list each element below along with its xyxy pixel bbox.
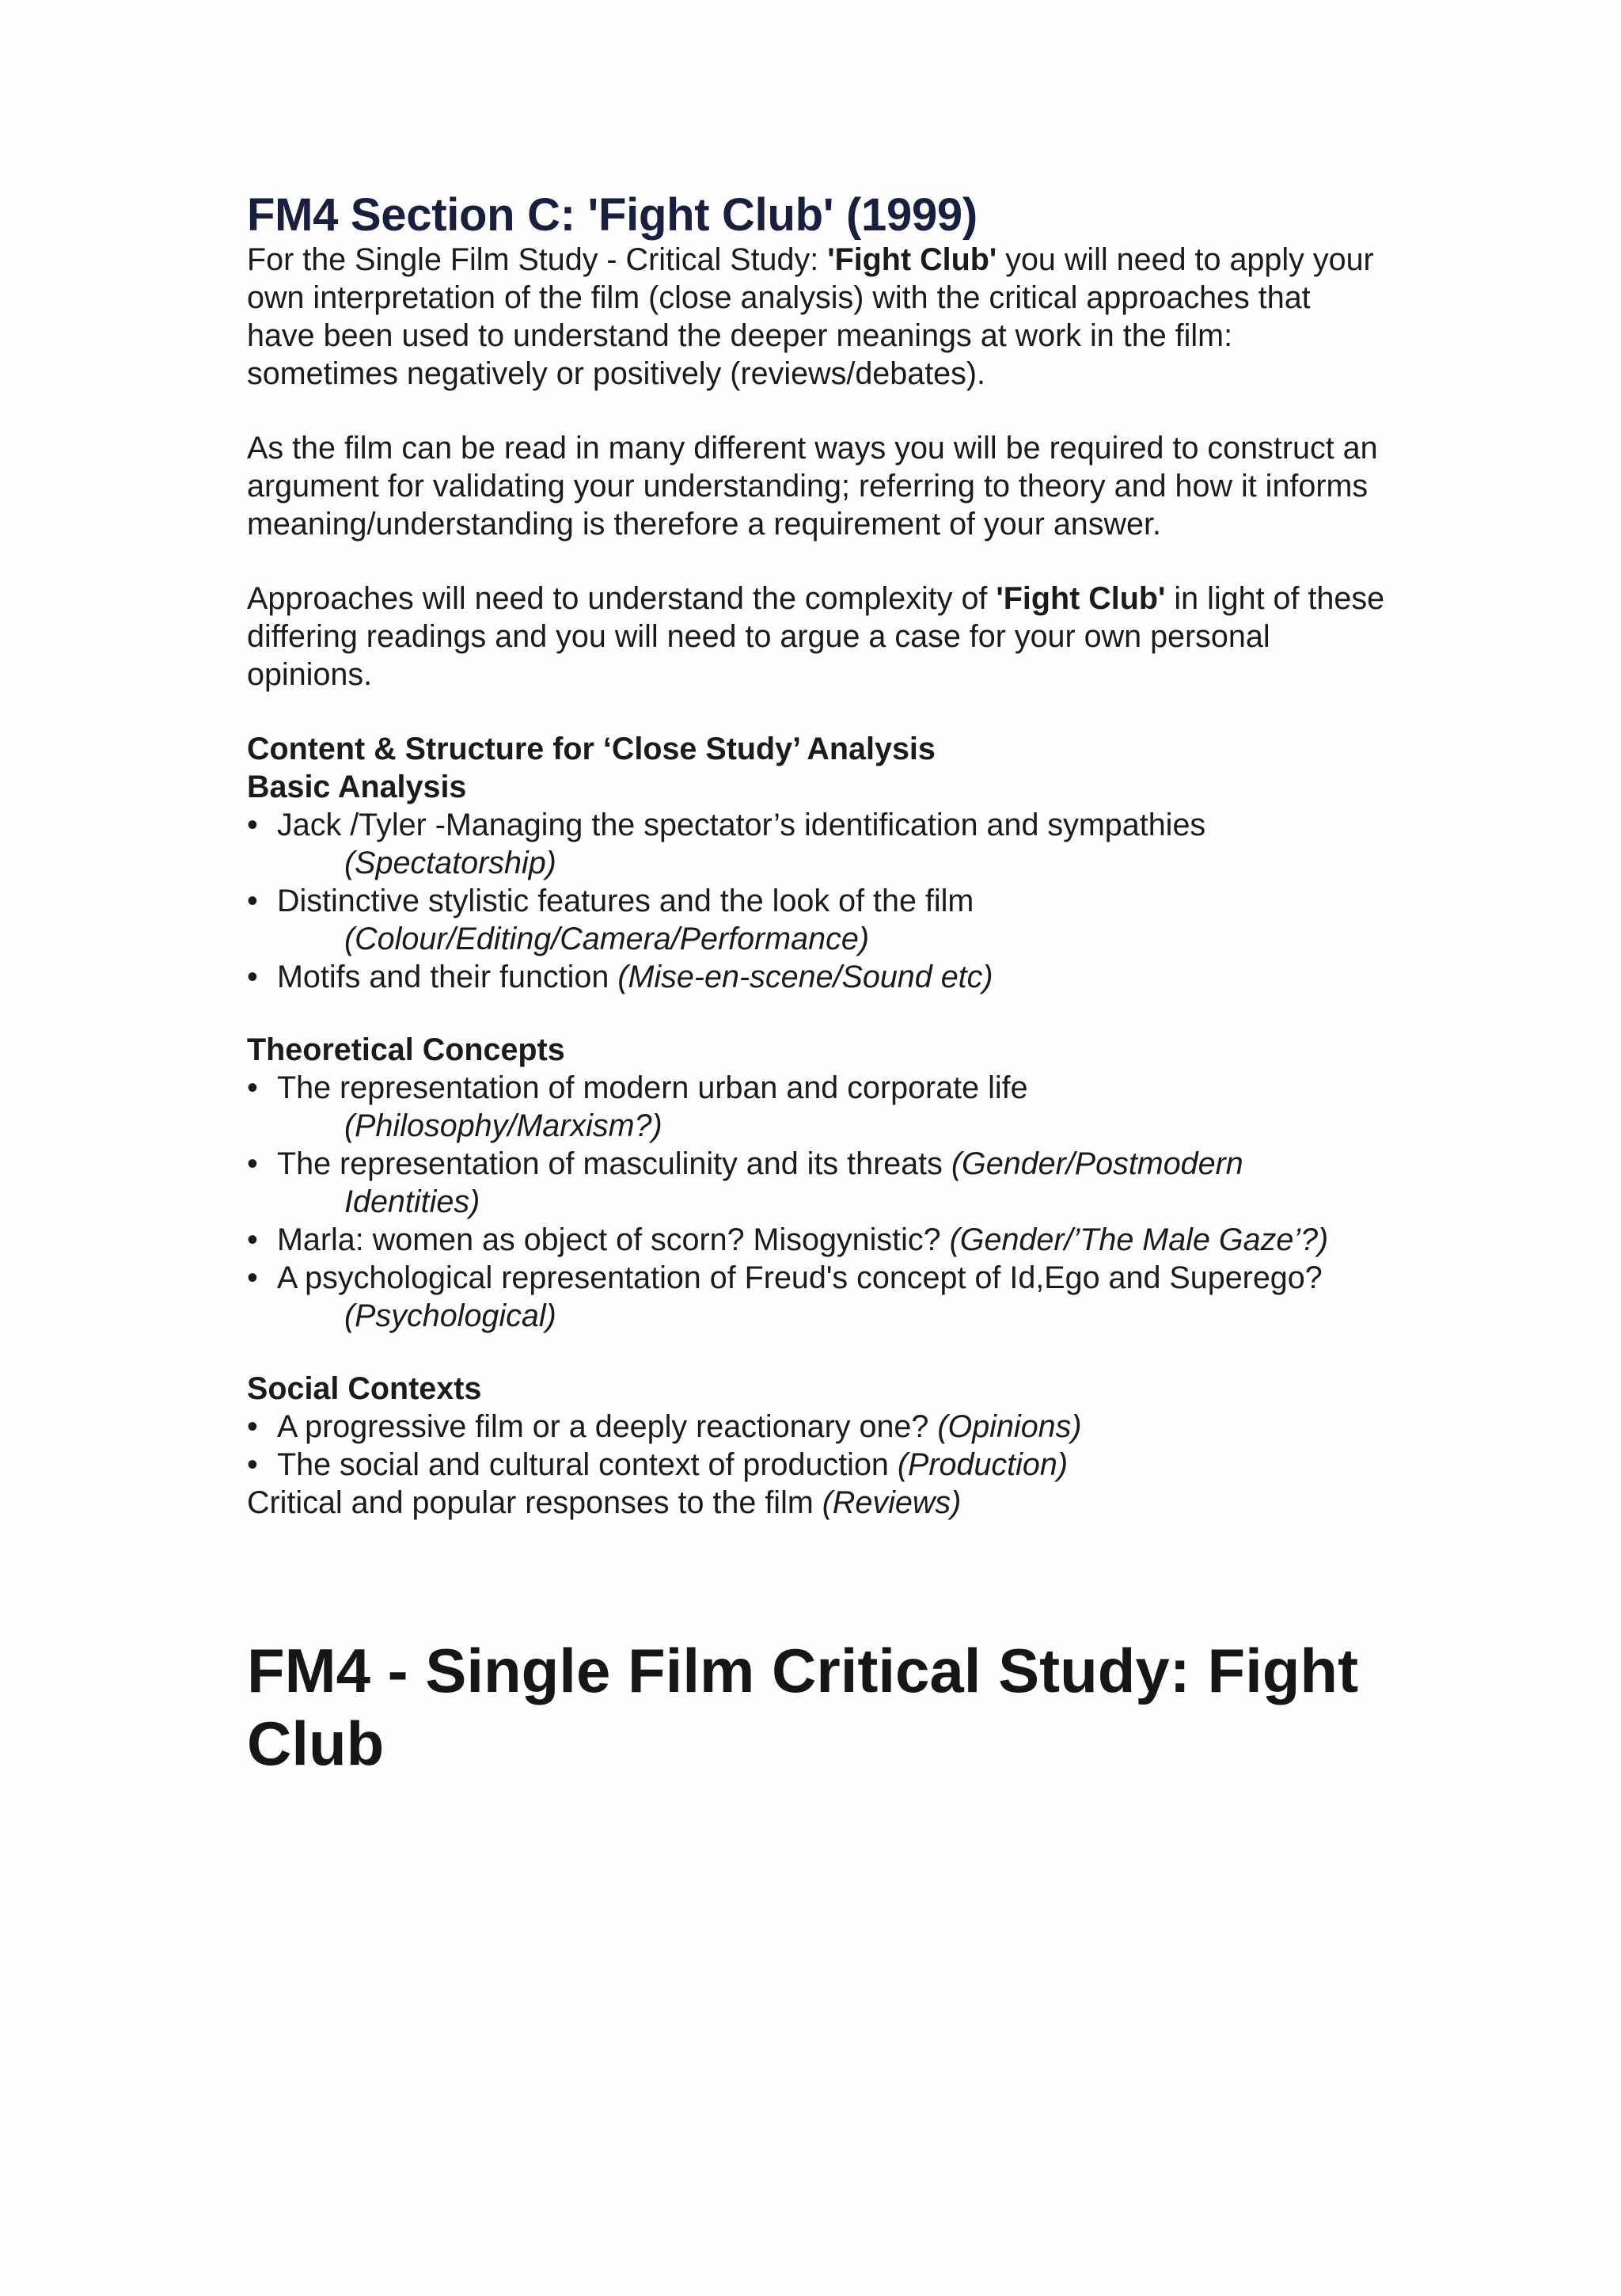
- list-item: [247, 882, 1387, 958]
- intro-p3-start: Approaches will need to understand the complexity of: [247, 580, 997, 616]
- list-item: [247, 806, 1387, 882]
- list-item-note: (Philosophy/Marxism?): [344, 1108, 662, 1143]
- content-structure-heading: Content & Structure for ‘Close Study’ Analysis: [247, 731, 936, 766]
- list-item-text: Jack /Tyler -Managing the spectator’s identification and sympathies: [277, 807, 1206, 842]
- trailing-text: Critical and popular responses to the film: [247, 1484, 822, 1520]
- intro-p3-film-title: 'Fight Club': [996, 580, 1166, 616]
- theoretical-concepts-list: [247, 1069, 1387, 1335]
- intro-p1-end: you will need to apply your own interpretation of the film (close analysis) with the critical approaches that have been used to understand the deeper meanings at work in the film: sometimes negatively or positively (reviews/debates).: [247, 241, 1374, 391]
- list-item: [247, 1221, 1387, 1259]
- document-page: [247, 190, 1387, 1780]
- big-title: FM4 - Single Film Critical Study: Fight Club: [247, 1635, 1359, 1778]
- list-item: [247, 1259, 1387, 1335]
- list-item-note: (Opinions): [937, 1408, 1082, 1444]
- bullet-icon: •: [247, 1222, 258, 1257]
- bullet-icon: •: [247, 1070, 258, 1105]
- list-item-note: Identities): [344, 1184, 480, 1219]
- list-item-inline-note: (Gender/Postmodern: [951, 1146, 1243, 1181]
- list-item: [247, 1069, 1387, 1145]
- intro-paragraph-1: [247, 241, 1387, 393]
- bullet-icon: •: [247, 883, 258, 918]
- intro-paragraph-3: [247, 580, 1387, 694]
- list-item-note: (Gender/’The Male Gaze’?): [949, 1222, 1329, 1257]
- list-item-text: The representation of masculinity and its threats: [277, 1146, 951, 1181]
- social-contexts-list: [247, 1408, 1387, 1484]
- list-item-text: Marla: women as object of scorn? Misogynistic?: [277, 1222, 950, 1257]
- list-item-text: The representation of modern urban and corporate life: [277, 1070, 1028, 1105]
- list-item: [247, 958, 1387, 996]
- theoretical-concepts-heading: Theoretical Concepts: [247, 1032, 565, 1067]
- social-contexts-heading: Social Contexts: [247, 1370, 482, 1406]
- intro-p1-start: For the Single Film Study - Critical Study:: [247, 241, 828, 277]
- bullet-icon: •: [247, 1260, 258, 1295]
- bullet-icon: •: [247, 1408, 258, 1444]
- basic-analysis-list: [247, 806, 1387, 996]
- basic-analysis-heading: Basic Analysis: [247, 769, 467, 804]
- list-item-text: A progressive film or a deeply reactionary one?: [277, 1408, 938, 1444]
- section-title: FM4 Section C: 'Fight Club' (1999): [247, 189, 978, 241]
- intro-p1-film-title: 'Fight Club': [827, 241, 997, 277]
- list-item-text: Motifs and their function: [277, 959, 618, 994]
- list-item-note: (Spectatorship): [344, 845, 556, 880]
- social-trailing-line: [247, 1484, 1387, 1522]
- list-item-text: Distinctive stylistic features and the look of the film: [277, 883, 974, 918]
- list-item-text: The social and cultural context of production: [277, 1446, 898, 1482]
- bullet-icon: •: [247, 959, 258, 994]
- bullet-icon: •: [247, 1146, 258, 1181]
- list-item-note: (Psychological): [344, 1298, 556, 1333]
- list-item: [247, 1408, 1387, 1446]
- bullet-icon: •: [247, 1446, 258, 1482]
- intro-paragraph-2: As the film can be read in many different ways you will be required to construct an argument for validating your understanding; referring to theory and how it informs meaning/understanding is therefore a requirement of your answer.: [247, 430, 1378, 542]
- list-item-note: (Mise-en-scene/Sound etc): [617, 959, 993, 994]
- list-item-note: (Colour/Editing/Camera/Performance): [344, 921, 869, 956]
- list-item: [247, 1145, 1387, 1221]
- intro-p3-end: in light of these differing readings and you will need to argue a case for your own personal opinions.: [247, 580, 1385, 692]
- list-item: [247, 1446, 1387, 1484]
- list-item-note: (Production): [897, 1446, 1069, 1482]
- list-item-text: A psychological representation of Freud's concept of Id,Ego and Superego?: [277, 1260, 1323, 1295]
- trailing-note: (Reviews): [822, 1484, 962, 1520]
- bullet-icon: •: [247, 807, 258, 842]
